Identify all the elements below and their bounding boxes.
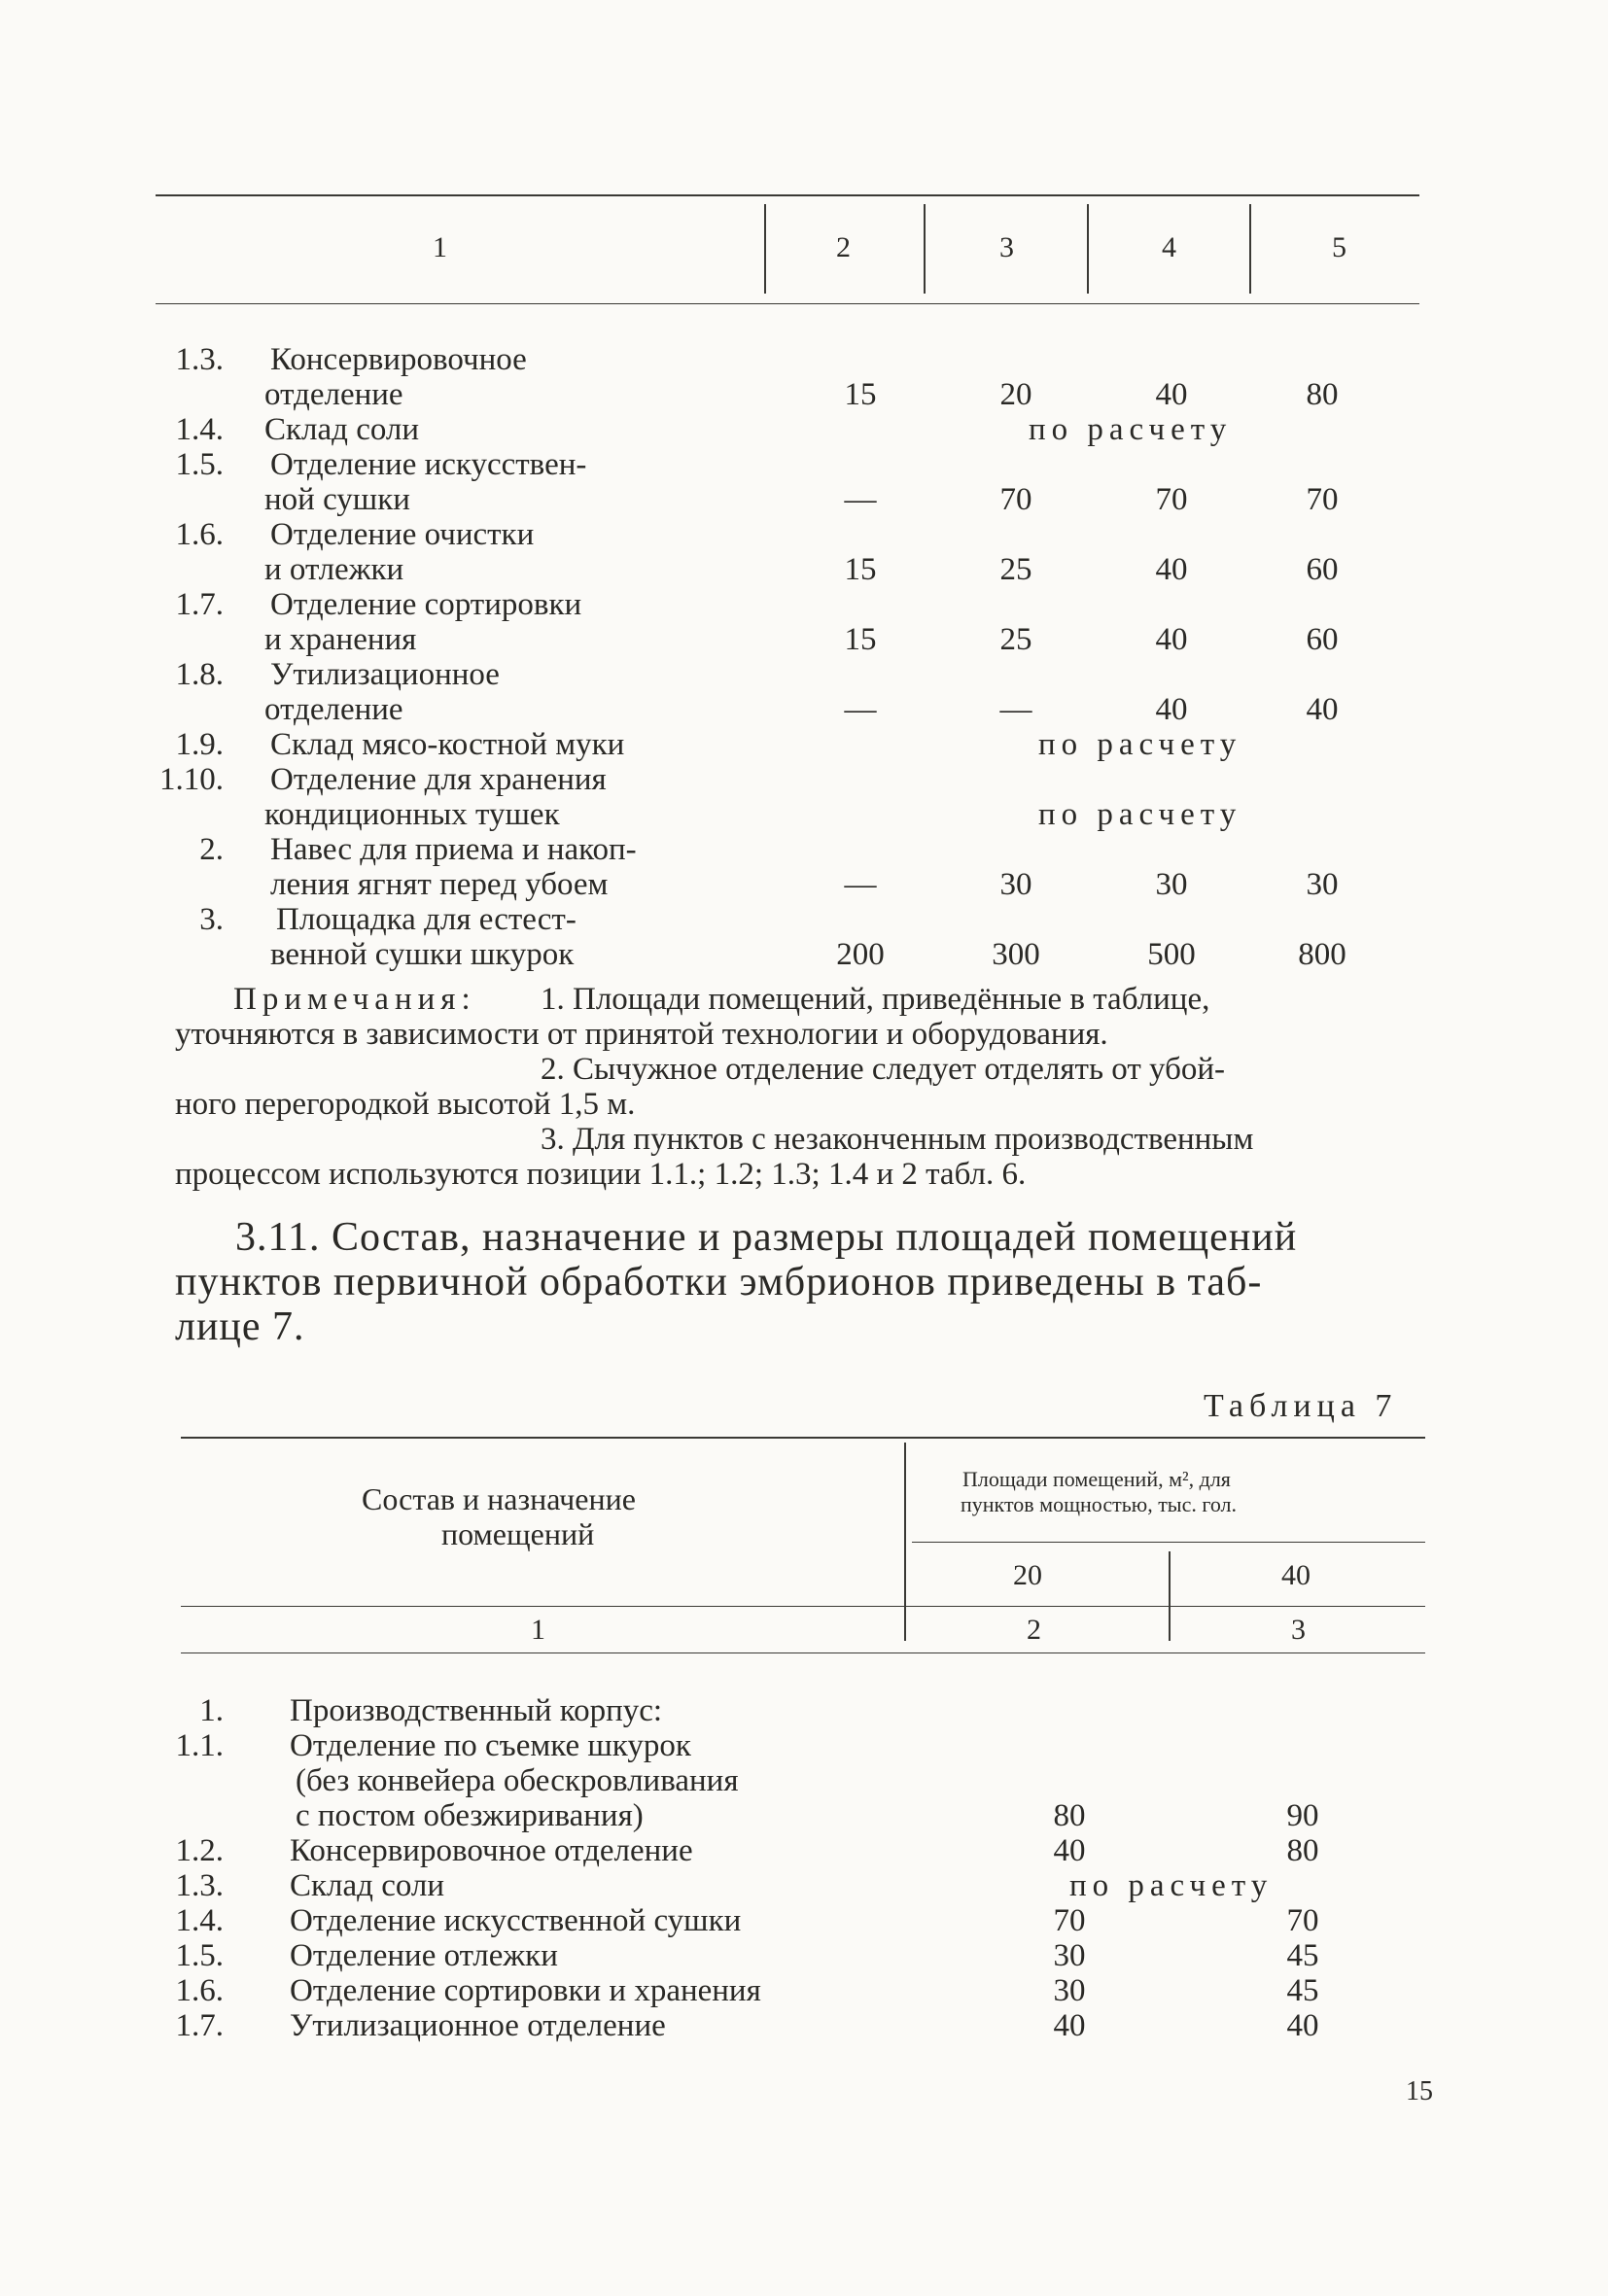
span-cell: по расчету	[1069, 1868, 1274, 1903]
table-cell: 30	[999, 867, 1032, 902]
column-number: 1	[433, 231, 447, 263]
table-cell: 80	[1286, 1833, 1319, 1868]
table-rule	[181, 1606, 1425, 1607]
table-cell: 40	[1286, 2008, 1319, 2043]
table-rule-header-bottom	[156, 303, 1419, 304]
row-label: отделение	[264, 692, 403, 727]
column-number: 1	[531, 1614, 545, 1646]
paragraph-line: пунктов первичной обработки эмбрионов приведены в таб-	[175, 1260, 1263, 1305]
row-number: 1.9.	[175, 727, 224, 762]
table-cell: 800	[1298, 937, 1346, 972]
row-label: отделение	[264, 377, 403, 412]
table-cell: 45	[1286, 1938, 1319, 1973]
row-number: 1.8.	[175, 657, 224, 692]
table-cell: 500	[1147, 937, 1196, 972]
table-cell: 25	[999, 552, 1032, 587]
table-cell: 70	[1306, 482, 1339, 517]
row-label: и отлежки	[264, 552, 404, 587]
table-cell: 30	[1053, 1938, 1086, 1973]
table-cell: 15	[844, 552, 877, 587]
column-header: 40	[1281, 1559, 1311, 1591]
table-cell: —	[844, 482, 877, 517]
row-label: Склад мясо-костной муки	[270, 727, 625, 762]
row-number: 1.7.	[175, 587, 224, 622]
row-label: Консервировочное отделение	[290, 1833, 693, 1868]
column-header: Площади помещений, м², для	[962, 1467, 1231, 1491]
table-cell: 70	[999, 482, 1032, 517]
table-cell: 15	[844, 622, 877, 657]
row-number: 1.2.	[175, 1833, 224, 1868]
table-rule	[912, 1542, 1425, 1543]
column-number: 2	[1027, 1614, 1041, 1646]
table-cell: 60	[1306, 552, 1339, 587]
row-number: 1.3.	[175, 1868, 224, 1903]
row-label: венной сушки шкурок	[270, 937, 575, 972]
table-cell: 70	[1053, 1903, 1086, 1938]
table-cell: 300	[992, 937, 1040, 972]
notes-label: Примечания:	[233, 982, 476, 1017]
table-rule-top	[156, 194, 1419, 196]
row-label: Отделение искусственной сушки	[290, 1903, 742, 1938]
row-number: 1.5.	[175, 1938, 224, 1973]
row-label: Консервировочное	[270, 342, 527, 377]
row-number: 1.6.	[175, 517, 224, 552]
note-text: ного перегородкой высотой 1,5 м.	[175, 1087, 636, 1122]
span-cell: по расчету	[1038, 797, 1242, 832]
row-label: Отделение по съемке шкурок	[290, 1728, 691, 1763]
column-divider	[1249, 204, 1251, 294]
row-number: 1.	[199, 1693, 224, 1728]
row-label: Отделение очистки	[270, 517, 535, 552]
row-label: Площадка для естест-	[276, 902, 577, 937]
table-cell: 80	[1306, 377, 1339, 412]
table-cell: —	[844, 692, 877, 727]
table-cell: —	[999, 692, 1032, 727]
table-cell: 40	[1155, 552, 1188, 587]
column-header: помещений	[441, 1516, 595, 1551]
span-cell: по расчету	[1029, 412, 1233, 447]
column-header: пунктов мощностью, тыс. гол.	[961, 1492, 1238, 1516]
table-cell: 90	[1286, 1798, 1319, 1833]
row-label: Отделение искусствен-	[270, 447, 587, 482]
row-label: и хранения	[264, 622, 417, 657]
table-cell: 40	[1053, 2008, 1086, 2043]
row-label: Утилизационное отделение	[290, 2008, 666, 2043]
table-cell: 80	[1053, 1798, 1086, 1833]
row-number: 1.1.	[175, 1728, 224, 1763]
table-cell: 30	[1306, 867, 1339, 902]
row-label: Отделение сортировки и хранения	[290, 1973, 761, 2008]
note-text: процессом используются позиции 1.1.; 1.2; 1.3; 1.4 и 2 табл. 6.	[175, 1157, 1027, 1192]
row-number: 1.3.	[175, 342, 224, 377]
column-divider	[1087, 204, 1089, 294]
note-text: 3. Для пунктов с незаконченным производственным	[541, 1122, 1254, 1157]
table-cell: 45	[1286, 1973, 1319, 2008]
column-number: 2	[836, 231, 851, 263]
column-divider	[764, 204, 766, 294]
row-label: Отделение отлежки	[290, 1938, 558, 1973]
table-cell: 70	[1155, 482, 1188, 517]
table-cell: 30	[1155, 867, 1188, 902]
row-label: (без конвейера обескровливания	[296, 1763, 739, 1798]
row-number: 1.4.	[175, 412, 224, 447]
row-label: Отделение для хранения	[270, 762, 607, 797]
paragraph-line: лице 7.	[175, 1305, 305, 1349]
row-number: 3.	[199, 902, 224, 937]
table-rule-top	[181, 1437, 1425, 1439]
span-cell: по расчету	[1038, 727, 1242, 762]
row-label: кондиционных тушек	[264, 797, 560, 832]
table-cell: 70	[1286, 1903, 1319, 1938]
page-number: 15	[1406, 2076, 1433, 2106]
table-cell: 25	[999, 622, 1032, 657]
row-label: Производственный корпус:	[290, 1693, 663, 1728]
table-cell: 30	[1053, 1973, 1086, 2008]
row-label: Навес для приема и накоп-	[270, 832, 637, 867]
row-label: ной сушки	[264, 482, 410, 517]
row-label: Склад соли	[290, 1868, 445, 1903]
column-header: 20	[1013, 1559, 1042, 1591]
table-cell: 40	[1306, 692, 1339, 727]
table-cell: 15	[844, 377, 877, 412]
column-divider	[1169, 1551, 1171, 1641]
column-number: 3	[999, 231, 1014, 263]
table-cell: 40	[1053, 1833, 1086, 1868]
table-cell: 40	[1155, 692, 1188, 727]
table-cell: 40	[1155, 622, 1188, 657]
table-cell: 60	[1306, 622, 1339, 657]
row-label: Отделение сортировки	[270, 587, 582, 622]
table-caption: Таблица 7	[1204, 1388, 1398, 1424]
row-label: с постом обезжиривания)	[296, 1798, 644, 1833]
row-number: 1.6.	[175, 1973, 224, 2008]
table-rule-header-bottom	[181, 1652, 1425, 1653]
column-number: 3	[1291, 1614, 1306, 1646]
note-text: 2. Сычужное отделение следует отделять от убой-	[541, 1052, 1226, 1087]
paragraph-line: 3.11. Состав, назначение и размеры площадей помещений	[235, 1215, 1298, 1260]
row-number: 1.7.	[175, 2008, 224, 2043]
column-header: Состав и назначение	[362, 1481, 636, 1516]
row-label: Утилизационное	[270, 657, 500, 692]
column-number: 5	[1332, 231, 1346, 263]
row-number: 1.5.	[175, 447, 224, 482]
note-text: уточняются в зависимости от принятой технологии и оборудования.	[175, 1017, 1108, 1052]
column-divider	[904, 1443, 906, 1641]
row-label: Склад соли	[264, 412, 420, 447]
table-cell: 200	[836, 937, 885, 972]
note-text: 1. Площади помещений, приведённые в таблице,	[541, 982, 1210, 1017]
row-number: 1.10.	[159, 762, 224, 797]
table-cell: 20	[999, 377, 1032, 412]
column-number: 4	[1162, 231, 1176, 263]
row-number: 1.4.	[175, 1903, 224, 1938]
row-number: 2.	[199, 832, 224, 867]
table-cell: 40	[1155, 377, 1188, 412]
row-label: ления ягнят перед убоем	[270, 867, 609, 902]
column-divider	[924, 204, 926, 294]
table-cell: —	[844, 867, 877, 902]
